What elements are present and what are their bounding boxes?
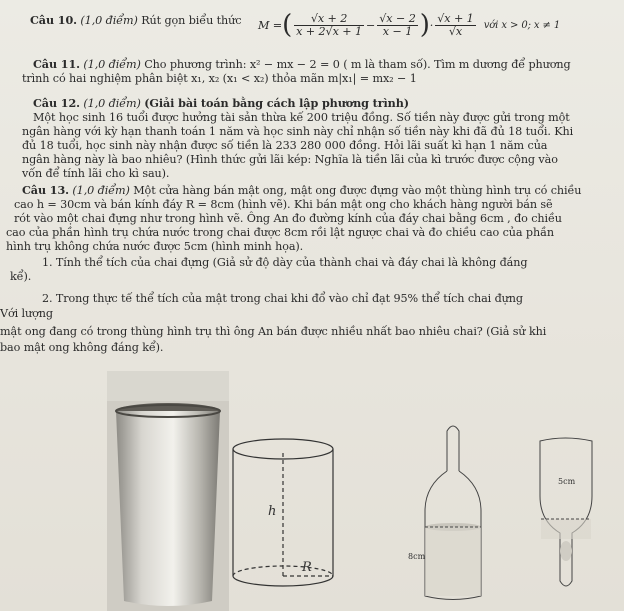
q12-line: Một học sinh 16 tuổi được hưởng tài sản thừa kế 200 triệu đồng. Số tiền này được gửi trong một <box>33 111 570 124</box>
q10-f1-numerator: √x + 2 <box>294 13 364 26</box>
bottle-inverted-diagram <box>540 438 592 586</box>
q10-f1-denominator: x + 2√x + 1 <box>296 24 362 38</box>
q13-sub2-line: Với lượng <box>0 307 53 320</box>
q10-points: (1,0 điểm) <box>80 14 138 27</box>
q12-line: ngân hàng với kỳ hạn thanh toán 1 năm và học sinh này chỉ nhận số tiền này khi đã đủ 18 tuổi. Khi <box>22 125 574 138</box>
q13-label: Câu 13. <box>22 183 69 197</box>
q12-heading: (Giải bài toán bằng cách lập phương trình) <box>144 96 409 110</box>
q10-f2-numerator: √x − 2 <box>379 11 416 25</box>
question-10 <box>30 14 241 27</box>
q10-expression: M = ( $\frac{√x + 2}{x + 2√x + 1}$ − $\frac{√x - 2}{x - 1}$ ) · $\frac{√x + 1}{√x}$ với x > 0; x ≠ 1 <box>258 10 561 40</box>
question-11 <box>33 58 571 71</box>
q10-f2-denominator: x − 1 <box>382 24 413 38</box>
question-13 <box>22 184 581 197</box>
q11-line-1: Cho phương trình: x² − mx − 2 = 0 ( m là tham số). Tìm m dương để phương <box>144 58 571 71</box>
q10-lhs: M = <box>258 18 283 32</box>
bottle-top-label: 5cm <box>558 477 576 486</box>
q11-label: Câu 11. <box>33 57 80 71</box>
q13-sub2-line: bao mật ong không đáng kể). <box>0 341 164 354</box>
q10-f3-numerator: √x + 1 <box>437 11 474 25</box>
q10-minus: − <box>366 18 376 32</box>
q10-fraction-2 <box>377 13 417 38</box>
q13-sub2-line: 2. Trong thực tế thể tích của mật trong chai khi đổ vào chỉ đạt 95% thể tích chai đựng <box>42 292 523 305</box>
q13-line: cao của phần hình trụ chứa nước trong chai được 8cm rồi lật ngược chai và đo chiều cao của phần <box>6 226 554 239</box>
cylinder-h-label: h <box>268 504 277 519</box>
q13-line: rót vào một chai đựng như trong hình vẽ. Ông An đo đường kính của đáy chai bằng 6cm , đo chiều <box>14 212 562 225</box>
q11-points: (1,0 điểm) <box>83 58 141 71</box>
q10-label: Câu 10. <box>30 13 77 27</box>
q12-points: (1,0 điểm) <box>83 97 141 110</box>
q12-label: Câu 12. <box>33 96 80 110</box>
q10-fraction-1 <box>294 13 364 38</box>
q13-sub2-line: mật ong đang có trong thùng hình trụ thì ông An bán được nhiều nhất bao nhiêu chai? (Giả sử khi <box>0 325 547 338</box>
q10-fraction-3 <box>435 13 475 38</box>
q13-line: hình trụ không chứa nước được 5cm (hình minh họa). <box>6 240 304 253</box>
q13-points: (1,0 điểm) <box>72 184 130 197</box>
q12-line: đủ 18 tuổi, học sinh này nhận được số tiền là 233 280 000 đồng. Hỏi lãi suất kì hạn 1 năm của <box>22 139 548 152</box>
bottle-upright-diagram <box>425 426 481 600</box>
q10-text: Rút gọn biểu thức <box>141 14 242 27</box>
q13-line: cao h = 30cm và bán kính đáy R = 8cm (hình vẽ). Khi bán mật ong cho khách hàng người bán sẽ <box>14 198 553 211</box>
bucket-photo <box>107 371 229 611</box>
q10-dot: · <box>429 18 434 32</box>
q10-condition: với x > 0; x ≠ 1 <box>483 19 561 31</box>
q13-sub1-line: kể). <box>10 270 32 283</box>
bottle-bottom-label: 8cm <box>408 552 426 561</box>
figure-illustrations <box>0 371 624 611</box>
q11-line-2: trình có hai nghiệm phân biệt x₁, x₂ (x₁ < x₂) thỏa mãn m|x₁| = mx₂ − 1 <box>22 72 417 85</box>
cylinder-r-label: R <box>302 560 312 575</box>
q13-sub1-line: 1. Tính thể tích của chai đựng (Giả sử độ dày của thành chai và đáy chai là không đáng <box>42 256 528 269</box>
q13-line: Một cửa hàng bán mật ong, mật ong được đựng vào một thùng hình trụ có chiều <box>133 184 582 197</box>
q12-line: vốn để tính lãi cho kì sau). <box>22 167 170 180</box>
q10-f3-denominator: √x <box>448 24 463 38</box>
question-12 <box>33 97 409 110</box>
cylinder-diagram <box>233 439 333 586</box>
q12-line: ngân hàng này là bao nhiêu? (Hình thức gửi lãi kép: Nghĩa là tiền lãi của kì trước được cộng vào <box>22 153 558 166</box>
